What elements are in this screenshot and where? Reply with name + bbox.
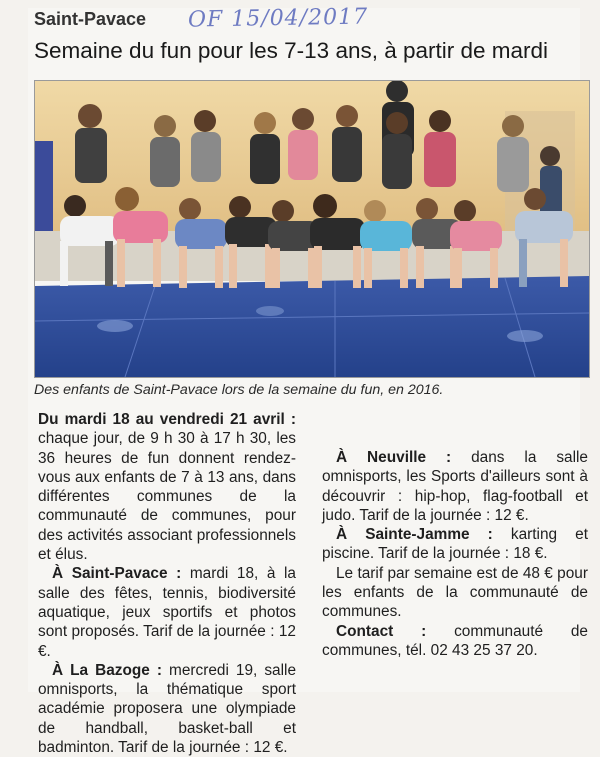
intro-text: chaque jour, de 9 h 30 à 17 h 30, les 36 heures de fun donnent rendez-vous aux enfants de 7 à 13 ans, dans différentes communes de la communauté de communes, pour des activités associant professionnels et élus. [38, 430, 296, 564]
la-bazoge-lead: À La Bazoge : [52, 661, 163, 679]
contact-text: communauté de communes, tél. 02 43 25 37 20. [322, 622, 588, 659]
photo-caption: Des enfants de Saint-Pavace lors de la semaine du fun, en 2016. [34, 382, 444, 398]
intro-paragraph [38, 410, 296, 564]
section-title: Saint-Pavace [34, 9, 147, 29]
neuville-text: dans la salle omnisports, les Sports d'ailleurs sont à découvrir : hip-hop, flag-football et judo. Tarif de la journée : 12 €. [322, 449, 588, 524]
article-column-left [38, 410, 296, 757]
article-column-right [322, 448, 588, 660]
article-photo [34, 80, 590, 378]
article-headline: Semaine du fun pour les 7-13 ans, à partir de mardi [34, 38, 549, 63]
la-bazoge-paragraph [38, 661, 296, 757]
saint-pavace-paragraph [38, 564, 296, 660]
saint-pavace-text: mardi 18, à la salle des fêtes, tennis, biodiversité aquatique, jeux sportifs et photos sont proposés. Tarif de la journée : 12 €. [38, 565, 296, 660]
neuville-lead: À Neuville : [336, 449, 452, 466]
intro-lead: Du mardi 18 au vendredi 21 avril : [38, 411, 296, 428]
group-photo-illustration [35, 81, 589, 377]
handwritten-date-note: OF 15/04/2017 [187, 4, 369, 33]
la-bazoge-text: mercredi 19, salle omnisports, la thématique sport académie proposera une olympiade de handball, basket-ball et badminton. Tarif de la journée : 12 €. [38, 661, 296, 757]
sainte-jamme-paragraph [322, 525, 588, 564]
sainte-jamme-text: karting et piscine. Tarif de la journée : 18 €. [322, 526, 588, 563]
neuville-paragraph [322, 448, 588, 525]
contact-paragraph [322, 622, 588, 661]
saint-pavace-lead: À Saint-Pavace : [52, 565, 182, 583]
sainte-jamme-lead: À Sainte-Jamme : [336, 526, 493, 544]
weekly-price-paragraph: Le tarif par semaine est de 48 € pour les enfants de la communauté de communes. [322, 564, 588, 621]
contact-lead: Contact : [336, 622, 427, 640]
